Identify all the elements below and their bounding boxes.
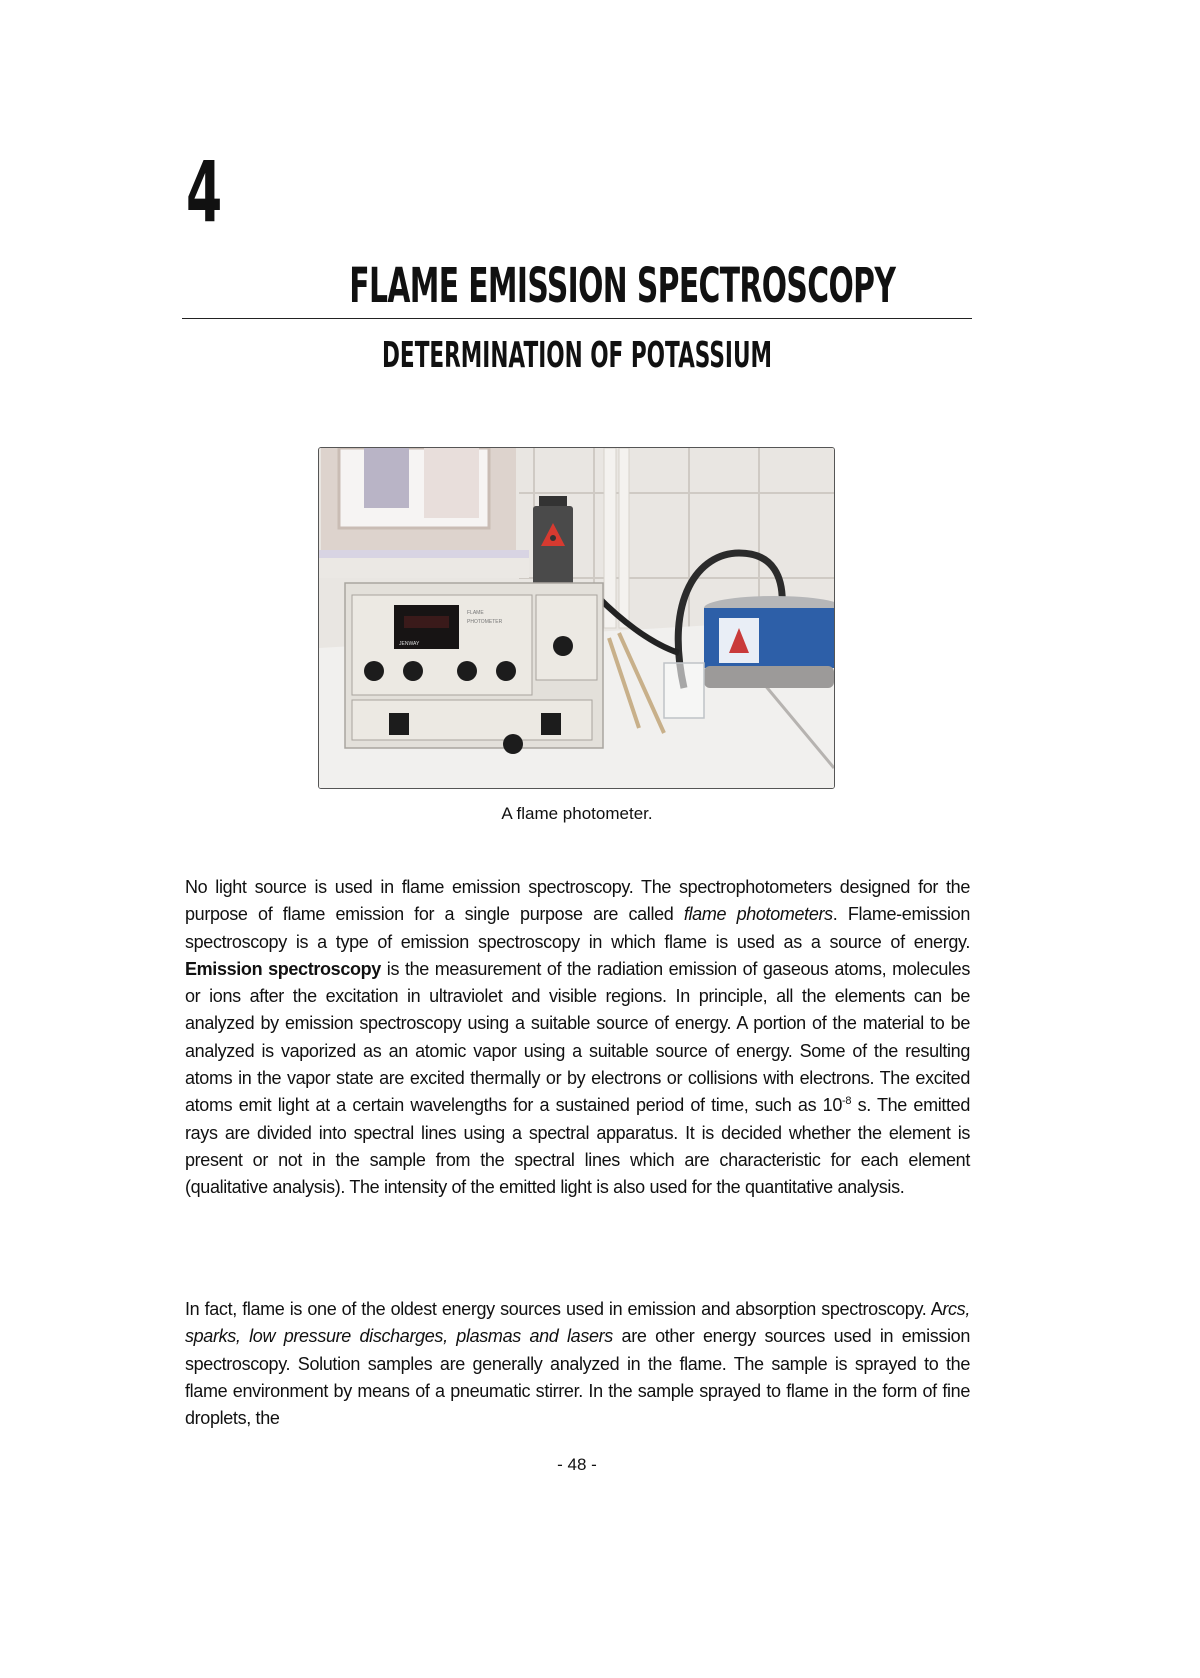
chapter-number: 4: [186, 143, 223, 241]
paragraph-1-text-3: is the measurement of the radiation emission of gaseous atoms, molecules or ions after the excitation in ultraviolet and visible regions. In principle, all the elements can be analyzed by emission spectroscopy using a suitable source of energy. A portion of the material to be analyzed is vaporized as an atomic vapor using a suitable source of energy. Some of the resulting atoms in the vapor state are excited thermally or by electrons or collisions with electrons. The excited atoms emit light at a certain wavelengths for a sustained period of time, such as 10: [185, 958, 970, 1116]
photo-illustration: [319, 448, 834, 788]
svg-text:JENWAY: JENWAY: [399, 641, 420, 647]
exponent: -8: [842, 1095, 852, 1108]
paragraph-1-text-2: . Flame-emission spectroscopy is a type of emission spectroscopy in which flame is used as a source of energy.: [185, 904, 971, 952]
figure-caption: A flame photometer.: [501, 804, 653, 823]
flame-photometer-photo: [318, 447, 835, 789]
svg-text:PHOTOMETER: PHOTOMETER: [467, 619, 503, 625]
svg-text:FLAME: FLAME: [467, 610, 484, 616]
paragraph-2: [185, 1296, 970, 1432]
chapter-subtitle-text: DETERMINATION OF POTASSIUM: [381, 335, 772, 376]
chapter-subtitle: [182, 336, 972, 376]
paragraph-1-text-4: s. The emitted rays are divided into spectral lines using a spectral apparatus. It is decided whether the element is present or not in the sample from the spectral lines which are characteristic for each element (qualitative analysis). The intensity of the emitted light is also used for the quantitative analysis.: [185, 1095, 970, 1198]
paragraph-1: [185, 874, 970, 1202]
paragraph-2-text-1: In fact, flame is one of the oldest energy sources used in emission and absorption spectroscopy. A: [185, 1299, 943, 1319]
paragraph-2-text-2: are other energy sources used in emission spectroscopy. Solution samples are generally analyzed in the flame. The sample is sprayed to the flame environment by means of a pneumatic stirrer. In the sample sprayed to flame in the form of fine droplets, the: [185, 1326, 970, 1429]
paragraph-1-text-1: No light source is used in flame emission spectroscopy. The spectrophotometers designed for the purpose of flame emission for a single purpose are called: [185, 877, 970, 925]
chapter-title: [182, 258, 972, 314]
term-emission-spectroscopy: Emission spectroscopy: [185, 958, 381, 979]
chapter-title-text: FLAME EMISSION SPECTROSCOPY: [349, 258, 896, 314]
title-divider: [182, 318, 972, 319]
page-number: - 48 -: [557, 1455, 597, 1474]
energy-sources-list: rcs, sparks, low pressure discharges, plasmas and lasers: [185, 1299, 970, 1347]
term-flame-photometers: flame photometers: [683, 904, 833, 925]
